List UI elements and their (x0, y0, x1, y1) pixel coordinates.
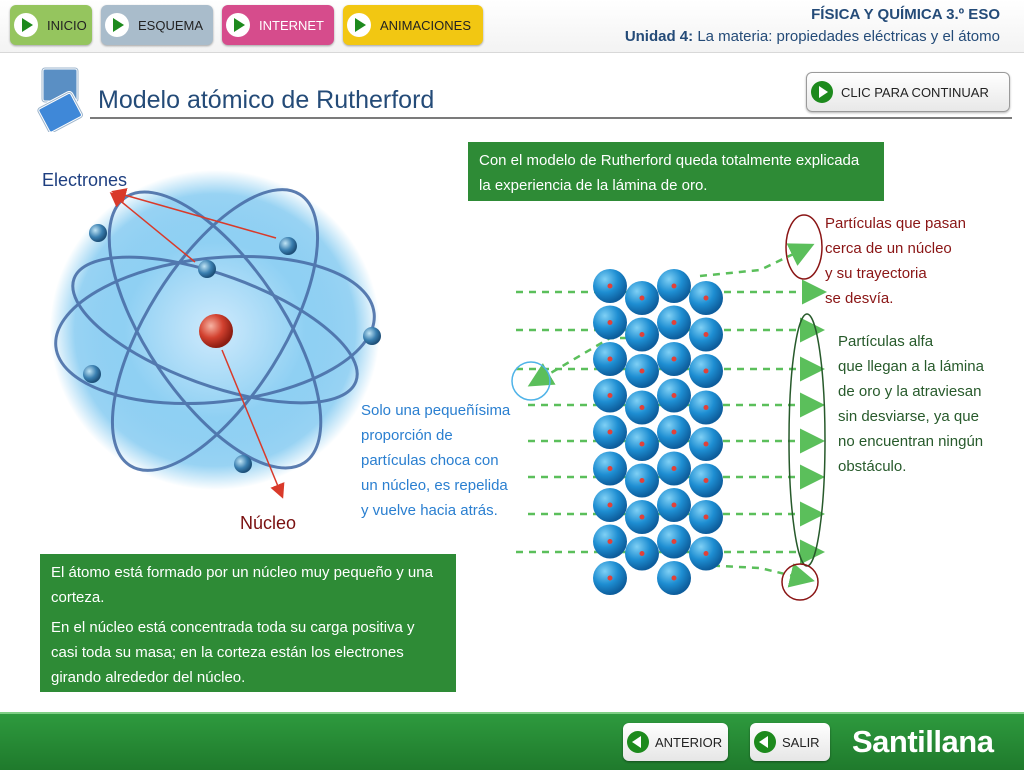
nav-esquema-label: ESQUEMA (138, 17, 204, 33)
exit-label: SALIR (782, 734, 820, 750)
gold-nucleus (608, 357, 613, 362)
deflected-particles-note (825, 211, 1015, 311)
nav-animaciones-label: ANIMACIONES (380, 17, 472, 33)
atom-structure-text-1: El átomo está formado por un núcleo muy pequeño y una corteza. (51, 564, 433, 606)
gold-nucleus (704, 405, 709, 410)
gold-nucleus (704, 442, 709, 447)
gold-nucleus (640, 551, 645, 556)
gold-nucleus (608, 284, 613, 289)
gold-nucleus (672, 320, 677, 325)
gold-nucleus (672, 466, 677, 471)
gold-nucleus (672, 284, 677, 289)
gold-nucleus (608, 503, 613, 508)
gold-nucleus (704, 369, 709, 374)
gold-nucleus (640, 442, 645, 447)
note-line: no encuentran ningún (838, 433, 984, 450)
back-arrow-icon (754, 731, 776, 753)
gold-nucleus (608, 393, 613, 398)
exit-button[interactable] (750, 723, 830, 761)
footer-bar (0, 712, 1024, 770)
gold-nucleus (704, 332, 709, 337)
gold-nucleus (608, 430, 613, 435)
note-line: que llegan a la lámina (838, 358, 984, 375)
note-line: Solo una pequeñísima (361, 402, 511, 419)
gold-nucleus (640, 296, 645, 301)
note-line: se desvía. (825, 290, 894, 307)
back-arrow-icon (627, 731, 649, 753)
atom-structure-box (40, 554, 456, 692)
gold-nucleus (704, 515, 709, 520)
gold-nucleus (608, 539, 613, 544)
deflected-bottom-highlight (782, 564, 818, 600)
gold-nucleus (672, 357, 677, 362)
electrons-label: Electrones (42, 170, 128, 190)
gold-nucleus (704, 551, 709, 556)
note-line: cerca de un núcleo (825, 240, 952, 257)
gold-nucleus (608, 320, 613, 325)
continue-label: CLIC PARA CONTINUAR (841, 84, 989, 100)
atom-model (48, 158, 381, 501)
gold-nucleus (672, 430, 677, 435)
gold-nucleus (640, 369, 645, 374)
gold-nucleus (704, 296, 709, 301)
gold-nucleus (672, 539, 677, 544)
gold-nucleus (640, 405, 645, 410)
gold-nucleus (608, 576, 613, 581)
passing-particles-note (838, 329, 1024, 479)
gold-nucleus (640, 515, 645, 520)
gold-nucleus (608, 466, 613, 471)
nucleus (199, 314, 233, 348)
deflected-highlight (786, 215, 822, 279)
note-line: y vuelve hacia atrás. (361, 502, 498, 519)
gold-nucleus (640, 478, 645, 483)
note-line: y su trayectoria (825, 265, 927, 282)
repelled-particles-note (361, 398, 541, 523)
publisher-logo: Santillana (852, 724, 994, 759)
note-line: partículas choca con (361, 452, 499, 469)
repelled-highlight (512, 362, 550, 400)
subject-title: FÍSICA Y QUÍMICA 3.º ESO (811, 6, 1000, 23)
note-line: proporción de (361, 427, 453, 444)
note-line: un núcleo, es repelida (361, 477, 508, 494)
nav-inicio-label: INICIO (47, 17, 87, 33)
gold-nucleus (672, 503, 677, 508)
unit-name: La materia: propiedades eléctricas y el átomo (697, 28, 1000, 45)
atom-structure-text-2: En el núcleo está concentrada toda su carga positiva y casi toda su masa; en la corteza están los electrones girando alrededor del núcleo. (51, 619, 415, 686)
nav-internet-label: INTERNET (259, 17, 324, 33)
gold-nucleus (672, 393, 677, 398)
previous-button[interactable] (623, 723, 728, 761)
gold-nucleus (640, 332, 645, 337)
unit-prefix: Unidad 4: (624, 28, 694, 45)
previous-label: ANTERIOR (655, 734, 723, 750)
note-line: Partículas alfa (838, 333, 934, 350)
gold-nucleus (704, 478, 709, 483)
note-line: de oro y la atraviesan (838, 383, 982, 400)
page-title: Modelo atómico de Rutherford (98, 86, 435, 114)
gold-nucleus (672, 576, 677, 581)
note-line: sin desviarse, ya que (838, 408, 979, 425)
nucleus-label: Núcleo (240, 513, 297, 533)
gold-foil (593, 269, 723, 595)
rutherford-conclusion-box: Con el modelo de Rutherford queda totalmente explicada la experiencia de la lámina de oro. (468, 142, 884, 201)
note-line: Partículas que pasan (825, 215, 966, 232)
note-line: obstáculo. (838, 458, 907, 475)
